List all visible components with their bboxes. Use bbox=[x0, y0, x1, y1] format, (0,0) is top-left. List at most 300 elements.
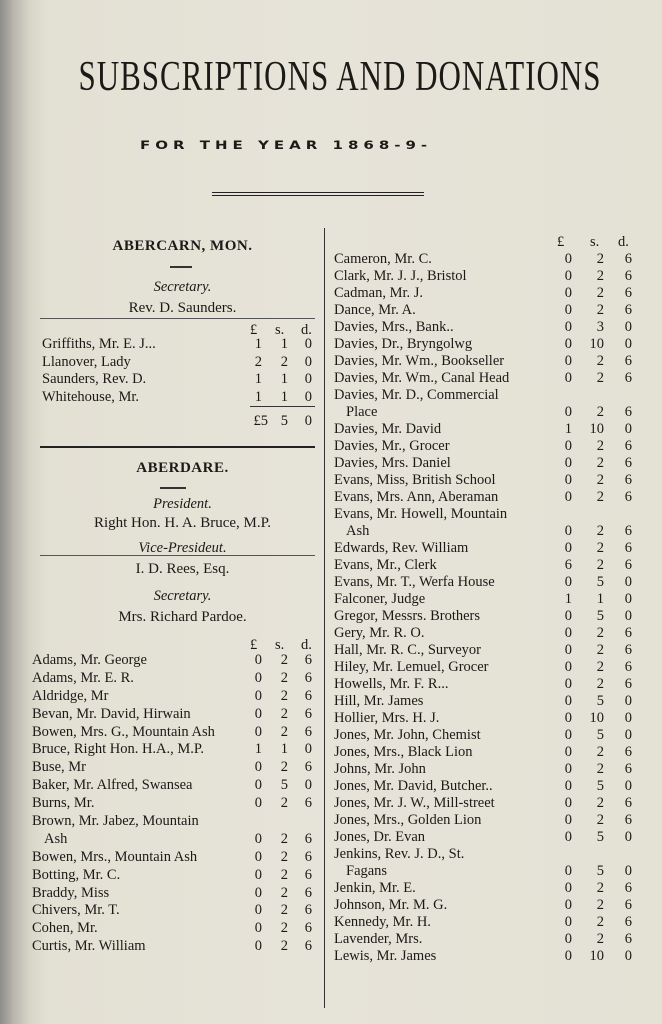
amount-pounds: 0 bbox=[254, 848, 262, 865]
list-item bbox=[42, 354, 317, 372]
amount-pounds: 0 bbox=[564, 608, 572, 624]
amount-pounds: 0 bbox=[564, 404, 572, 420]
list-item bbox=[32, 706, 317, 724]
subscriber-name: Hollier, Mrs. H. J. bbox=[334, 710, 440, 726]
amount-shillings: 2 bbox=[596, 540, 604, 556]
amount-pence: 0 bbox=[624, 727, 632, 743]
list-item bbox=[334, 795, 644, 812]
amount-shillings: 3 bbox=[596, 319, 604, 335]
amount-shillings: 10 bbox=[589, 421, 604, 437]
amount-pence: 6 bbox=[624, 744, 632, 760]
amount-pounds: 1 bbox=[564, 421, 572, 437]
amount-pounds: 0 bbox=[564, 574, 572, 590]
shillings-header: s. bbox=[275, 637, 285, 653]
amount-pounds: 0 bbox=[564, 336, 572, 352]
amount-shillings: 2 bbox=[596, 897, 604, 913]
officer-name: Right Hon. H. A. Bruce, M.P. bbox=[93, 515, 272, 531]
amount-shillings: 2 bbox=[596, 642, 604, 658]
amount-shillings: 2 bbox=[280, 652, 288, 668]
subscriber-name: Curtis, Mr. William bbox=[32, 938, 146, 955]
amount-pounds: 0 bbox=[564, 472, 572, 488]
list-item bbox=[334, 438, 644, 455]
amount-pounds: 0 bbox=[564, 319, 572, 335]
amount-pence: 0 bbox=[624, 693, 632, 709]
amount-pence: 6 bbox=[624, 302, 632, 318]
list-item bbox=[334, 659, 644, 676]
amount-shillings: 2 bbox=[596, 489, 604, 505]
officer-name: Rev. D. Saunders. bbox=[128, 300, 237, 316]
amount-shillings: 2 bbox=[280, 866, 288, 883]
list-item bbox=[42, 371, 317, 389]
amount-pence: 6 bbox=[624, 489, 632, 505]
amount-pence: 6 bbox=[624, 625, 632, 641]
amount-pence: 6 bbox=[624, 353, 632, 369]
subscriber-name: Johns, Mr. John bbox=[334, 761, 426, 777]
amount-pence: 6 bbox=[624, 880, 632, 896]
list-item bbox=[334, 914, 644, 931]
officer-role: Secretary. bbox=[153, 588, 212, 604]
amount-pounds: 0 bbox=[564, 268, 572, 284]
page-title: SUBSCRIPTIONS AND DONATIONS bbox=[78, 52, 602, 100]
amount-pounds: 0 bbox=[254, 938, 262, 955]
subscriber-name-continuation: Place bbox=[346, 404, 378, 420]
amount-pence: 6 bbox=[304, 830, 312, 847]
amount-pence: 6 bbox=[624, 404, 632, 420]
amount-pounds: 0 bbox=[564, 931, 572, 947]
list-item bbox=[334, 693, 644, 710]
list-item bbox=[32, 759, 317, 777]
subscriber-name: Brown, Mr. Jabez, Mountain bbox=[32, 813, 199, 830]
subscriber-name: Davies, Mr. David bbox=[334, 421, 442, 437]
list-item bbox=[334, 557, 644, 574]
total-rule bbox=[250, 406, 315, 407]
subscriber-name: Saunders, Rev. D. bbox=[42, 371, 147, 387]
amount-pounds: 0 bbox=[564, 540, 572, 556]
amount-pounds: 0 bbox=[564, 727, 572, 743]
right-column-subscriber-list bbox=[334, 251, 644, 965]
subscriber-name: Davies, Mrs., Bank.. bbox=[334, 319, 454, 335]
subscriber-name: Davies, Mr., Grocer bbox=[334, 438, 450, 454]
list-item bbox=[32, 920, 317, 938]
amount-shillings: 2 bbox=[596, 625, 604, 641]
amount-pence: 6 bbox=[304, 687, 312, 704]
list-item bbox=[334, 880, 644, 897]
list-item bbox=[334, 319, 644, 336]
subscriber-name: Evans, Miss, British School bbox=[334, 472, 496, 488]
subscriber-name: Jones, Mr. David, Butcher.. bbox=[334, 778, 493, 794]
amount-pence: 6 bbox=[304, 866, 312, 883]
amount-pence: 6 bbox=[624, 455, 632, 471]
amount-shillings: 1 bbox=[280, 336, 288, 352]
amount-shillings: 2 bbox=[596, 914, 604, 930]
subscriber-name: Adams, Mr. E. R. bbox=[32, 669, 134, 686]
total-pounds: £5 bbox=[253, 413, 268, 429]
amount-pounds: 0 bbox=[564, 778, 572, 794]
list-item bbox=[32, 777, 317, 795]
subscriber-name: Evans, Mr., Clerk bbox=[334, 557, 437, 573]
amount-pounds: 0 bbox=[564, 829, 572, 845]
list-item-continuation bbox=[334, 404, 644, 421]
subscriber-name: Cameron, Mr. C. bbox=[334, 251, 432, 267]
list-item bbox=[334, 829, 644, 846]
subscriber-name: Davies, Mr. Wm., Canal Head bbox=[334, 370, 510, 386]
amount-pounds: 1 bbox=[564, 591, 572, 607]
amount-pounds: 1 bbox=[254, 741, 262, 758]
list-item bbox=[334, 506, 644, 523]
amount-shillings: 1 bbox=[596, 591, 604, 607]
subscriber-name: Hall, Mr. R. C., Surveyor bbox=[334, 642, 482, 658]
list-item bbox=[334, 897, 644, 914]
amount-pence: 0 bbox=[304, 777, 312, 794]
amount-pounds: 0 bbox=[564, 455, 572, 471]
amount-pence: 6 bbox=[624, 251, 632, 267]
amount-shillings: 5 bbox=[596, 608, 604, 624]
amount-pounds: 0 bbox=[564, 914, 572, 930]
amount-shillings: 1 bbox=[280, 371, 288, 387]
amount-pounds: 1 bbox=[254, 371, 262, 387]
subscriber-name: Evans, Mr. T., Werfa House bbox=[334, 574, 495, 590]
shillings-header: s. bbox=[275, 322, 285, 338]
amount-shillings: 2 bbox=[280, 723, 288, 740]
amount-pounds: 0 bbox=[254, 830, 262, 847]
subscriber-name: Evans, Mrs. Ann, Aberaman bbox=[334, 489, 499, 505]
list-item bbox=[334, 931, 644, 948]
amount-shillings: 2 bbox=[596, 931, 604, 947]
officer-role: President. bbox=[153, 496, 212, 512]
subscriber-name: Bevan, Mr. David, Hirwain bbox=[32, 705, 191, 722]
amount-pounds: 2 bbox=[254, 353, 262, 370]
amount-pence: 0 bbox=[624, 574, 632, 590]
subscriber-name: Bowen, Mrs., Mountain Ash bbox=[32, 848, 198, 865]
amount-shillings: 2 bbox=[596, 472, 604, 488]
subscriber-name: Davies, Dr., Bryngolwg bbox=[334, 336, 473, 352]
officer-role: Vice-Presideut. bbox=[138, 540, 227, 556]
amount-shillings: 2 bbox=[280, 938, 288, 955]
amount-pence: 0 bbox=[304, 388, 312, 405]
amount-pounds: 0 bbox=[254, 902, 262, 919]
subscriber-name: Falconer, Judge bbox=[334, 591, 426, 607]
amount-shillings: 2 bbox=[280, 687, 288, 704]
amount-shillings: 2 bbox=[596, 676, 604, 692]
amount-shillings: 2 bbox=[596, 880, 604, 896]
list-item bbox=[32, 867, 317, 885]
list-item bbox=[334, 336, 644, 353]
subscriber-name-continuation: Ash bbox=[44, 830, 68, 847]
amount-pence: 0 bbox=[624, 319, 632, 335]
amount-pounds: 0 bbox=[254, 884, 262, 901]
list-item bbox=[334, 710, 644, 727]
amount-shillings: 2 bbox=[280, 705, 288, 722]
amount-shillings: 2 bbox=[280, 669, 288, 686]
list-item bbox=[32, 652, 317, 670]
amount-pounds: 0 bbox=[254, 866, 262, 883]
amount-pounds: 1 bbox=[254, 388, 262, 405]
list-item bbox=[32, 885, 317, 903]
amount-pounds: 0 bbox=[564, 438, 572, 454]
list-item bbox=[334, 455, 644, 472]
amount-shillings: 5 bbox=[596, 863, 604, 879]
amount-pounds: 0 bbox=[254, 723, 262, 740]
subscriber-name: Gregor, Messrs. Brothers bbox=[334, 608, 481, 624]
subscriber-name: Braddy, Miss bbox=[32, 884, 110, 901]
rule bbox=[40, 555, 315, 556]
amount-pence: 6 bbox=[624, 676, 632, 692]
list-item bbox=[334, 285, 644, 302]
subscriber-name: Lewis, Mr. James bbox=[334, 948, 437, 964]
subscriber-name: Clark, Mr. J. J., Bristol bbox=[334, 268, 467, 284]
amount-pounds: 0 bbox=[564, 625, 572, 641]
section-heading-abercarn: ABERCARN, MON. bbox=[112, 238, 253, 254]
amount-pence: 6 bbox=[304, 902, 312, 919]
page-subtitle: FOR THE YEAR 1868-9- bbox=[140, 138, 433, 152]
amount-pence: 6 bbox=[304, 652, 312, 668]
list-item bbox=[334, 574, 644, 591]
amount-shillings: 10 bbox=[589, 336, 604, 352]
amount-pence: 6 bbox=[304, 723, 312, 740]
amount-pounds: 0 bbox=[564, 642, 572, 658]
amount-pence: 6 bbox=[624, 540, 632, 556]
list-item bbox=[334, 591, 644, 608]
amount-shillings: 2 bbox=[280, 920, 288, 937]
amount-shillings: 2 bbox=[596, 812, 604, 828]
amount-pence: 6 bbox=[304, 848, 312, 865]
amount-shillings: 2 bbox=[596, 251, 604, 267]
subscriber-name: Jenkin, Mr. E. bbox=[334, 880, 416, 896]
amount-pence: 6 bbox=[304, 759, 312, 776]
amount-pounds: 0 bbox=[564, 948, 572, 964]
amount-pounds: 0 bbox=[564, 863, 572, 879]
subscriber-name: Bowen, Mrs. G., Mountain Ash bbox=[32, 723, 215, 740]
subscriber-name: Gery, Mr. R. O. bbox=[334, 625, 425, 641]
amount-shillings: 5 bbox=[596, 574, 604, 590]
list-item bbox=[32, 938, 317, 956]
amount-pence: 0 bbox=[624, 608, 632, 624]
list-item-continuation bbox=[334, 523, 644, 540]
amount-pounds: 0 bbox=[564, 761, 572, 777]
amount-shillings: 2 bbox=[596, 285, 604, 301]
subscriber-name-continuation: Fagans bbox=[346, 863, 388, 879]
list-item bbox=[334, 251, 644, 268]
list-item bbox=[334, 642, 644, 659]
amount-pounds: 0 bbox=[564, 659, 572, 675]
subscriber-name: Hill, Mr. James bbox=[334, 693, 424, 709]
amount-shillings: 2 bbox=[596, 404, 604, 420]
subscriber-name: Hiley, Mr. Lemuel, Grocer bbox=[334, 659, 489, 675]
subscriber-name: Burns, Mr. bbox=[32, 795, 95, 812]
subscriber-name: Jones, Dr. Evan bbox=[334, 829, 426, 845]
subscriber-name: Adams, Mr. George bbox=[32, 652, 147, 668]
amount-pence: 0 bbox=[624, 948, 632, 964]
amount-pounds: 0 bbox=[564, 285, 572, 301]
amount-pounds: 0 bbox=[564, 523, 572, 539]
amount-shillings: 2 bbox=[280, 848, 288, 865]
subscriber-name: Dance, Mr. A. bbox=[334, 302, 416, 318]
amount-pence: 6 bbox=[624, 795, 632, 811]
amount-pounds: 0 bbox=[564, 489, 572, 505]
list-item bbox=[334, 353, 644, 370]
amount-pounds: 0 bbox=[564, 302, 572, 318]
list-item bbox=[334, 948, 644, 965]
amount-pounds: 0 bbox=[254, 759, 262, 776]
amount-shillings: 2 bbox=[596, 523, 604, 539]
amount-pence: 6 bbox=[304, 705, 312, 722]
list-item bbox=[334, 387, 644, 404]
list-item bbox=[334, 540, 644, 557]
subscriber-name: Lavender, Mrs. bbox=[334, 931, 423, 947]
amount-shillings: 1 bbox=[280, 388, 288, 405]
amount-pounds: 0 bbox=[254, 920, 262, 937]
list-item bbox=[334, 761, 644, 778]
amount-shillings: 2 bbox=[596, 438, 604, 454]
amount-shillings: 2 bbox=[596, 302, 604, 318]
amount-shillings: 5 bbox=[596, 778, 604, 794]
short-rule bbox=[160, 487, 186, 489]
amount-pence: 6 bbox=[624, 914, 632, 930]
subscriber-name: Botting, Mr. C. bbox=[32, 866, 121, 883]
amount-shillings: 2 bbox=[596, 761, 604, 777]
subscriber-name: Howells, Mr. F. R... bbox=[334, 676, 449, 692]
shillings-header: s. bbox=[590, 234, 600, 250]
amount-shillings: 10 bbox=[589, 948, 604, 964]
subscriber-name: Bruce, Right Hon. H.A., M.P. bbox=[32, 741, 204, 758]
amount-pence: 6 bbox=[624, 285, 632, 301]
amount-shillings: 2 bbox=[280, 353, 288, 370]
amount-pounds: 0 bbox=[254, 652, 262, 668]
list-item bbox=[32, 813, 317, 831]
amount-pounds: 0 bbox=[564, 897, 572, 913]
amount-pence: 6 bbox=[304, 920, 312, 937]
subscriber-name: Kennedy, Mr. H. bbox=[334, 914, 431, 930]
amount-pounds: 0 bbox=[254, 705, 262, 722]
amount-pence: 6 bbox=[624, 268, 632, 284]
subscriber-name: Jenkins, Rev. J. D., St. bbox=[334, 846, 465, 862]
amount-pence: 0 bbox=[624, 829, 632, 845]
amount-shillings: 1 bbox=[280, 741, 288, 758]
amount-pence: 0 bbox=[304, 371, 312, 387]
amount-shillings: 2 bbox=[596, 659, 604, 675]
list-item bbox=[32, 670, 317, 688]
amount-pence: 0 bbox=[304, 336, 312, 352]
amount-pence: 6 bbox=[624, 812, 632, 828]
amount-pounds: 0 bbox=[564, 693, 572, 709]
subscriber-name: Llanover, Lady bbox=[42, 353, 131, 370]
pounds-header: £ bbox=[250, 637, 258, 653]
amount-pence: 6 bbox=[304, 938, 312, 955]
pence-header: d. bbox=[301, 637, 312, 653]
subscriber-name: Cadman, Mr. J. bbox=[334, 285, 424, 301]
amount-pence: 0 bbox=[304, 741, 312, 758]
list-item bbox=[334, 268, 644, 285]
amount-pounds: 0 bbox=[564, 676, 572, 692]
amount-shillings: 2 bbox=[280, 884, 288, 901]
officer-name: Mrs. Richard Pardoe. bbox=[118, 609, 247, 625]
pounds-header: £ bbox=[557, 234, 565, 250]
amount-shillings: 2 bbox=[596, 557, 604, 573]
amount-pence: 6 bbox=[624, 897, 632, 913]
list-item bbox=[32, 724, 317, 742]
subscriber-name: Davies, Mr. Wm., Bookseller bbox=[334, 353, 505, 369]
amount-pounds: 0 bbox=[564, 795, 572, 811]
amount-pence: 6 bbox=[624, 557, 632, 573]
subscriber-name: Jones, Mr. J. W., Mill-street bbox=[334, 795, 495, 811]
total-row bbox=[42, 413, 317, 430]
subscriber-name: Jones, Mrs., Golden Lion bbox=[334, 812, 482, 828]
total-shillings: 5 bbox=[280, 413, 288, 429]
amount-pence: 6 bbox=[304, 669, 312, 686]
list-item-continuation bbox=[32, 831, 317, 849]
amount-pounds: 6 bbox=[564, 557, 572, 573]
subscriber-name: Aldridge, Mr bbox=[32, 687, 109, 704]
list-item bbox=[42, 389, 317, 407]
amount-pounds: 0 bbox=[254, 795, 262, 812]
list-item bbox=[32, 902, 317, 920]
amount-pence: 6 bbox=[304, 795, 312, 812]
amount-shillings: 5 bbox=[596, 727, 604, 743]
list-item bbox=[334, 778, 644, 795]
list-item bbox=[334, 302, 644, 319]
amount-shillings: 5 bbox=[280, 777, 288, 794]
amount-shillings: 2 bbox=[596, 795, 604, 811]
amount-pence: 6 bbox=[304, 884, 312, 901]
amount-pounds: 0 bbox=[564, 710, 572, 726]
list-item bbox=[334, 489, 644, 506]
amount-pence: 6 bbox=[624, 523, 632, 539]
subscriber-name-continuation: Ash bbox=[346, 523, 370, 539]
amount-pence: 6 bbox=[624, 438, 632, 454]
amount-pence: 6 bbox=[624, 659, 632, 675]
amount-shillings: 2 bbox=[596, 268, 604, 284]
amount-pounds: 0 bbox=[564, 812, 572, 828]
subscriber-name: Jones, Mr. John, Chemist bbox=[334, 727, 481, 743]
subscriber-name: Edwards, Rev. William bbox=[334, 540, 469, 556]
amount-pounds: 0 bbox=[564, 353, 572, 369]
amount-pence: 6 bbox=[624, 761, 632, 777]
amount-pence: 0 bbox=[624, 591, 632, 607]
amount-pence: 6 bbox=[624, 931, 632, 947]
list-item bbox=[334, 472, 644, 489]
pence-header: d. bbox=[618, 234, 629, 250]
amount-pence: 0 bbox=[624, 710, 632, 726]
officer-role: Secretary. bbox=[153, 279, 212, 295]
subscriber-name: Davies, Mr. D., Commercial bbox=[334, 387, 499, 403]
amount-shillings: 2 bbox=[596, 455, 604, 471]
amount-pence: 0 bbox=[624, 778, 632, 794]
list-item bbox=[334, 676, 644, 693]
amount-shillings: 2 bbox=[280, 902, 288, 919]
amount-pence: 6 bbox=[624, 642, 632, 658]
amount-shillings: 2 bbox=[280, 795, 288, 812]
officer-name: I. D. Rees, Esq. bbox=[135, 561, 230, 577]
short-rule bbox=[170, 266, 192, 268]
amount-pounds: 0 bbox=[254, 669, 262, 686]
amount-pence: 6 bbox=[624, 472, 632, 488]
list-item bbox=[334, 727, 644, 744]
list-item-continuation bbox=[334, 863, 644, 880]
amount-pounds: 0 bbox=[564, 251, 572, 267]
subscriber-name: Evans, Mr. Howell, Mountain bbox=[334, 506, 508, 522]
list-item bbox=[334, 812, 644, 829]
subscriber-name: Baker, Mr. Alfred, Swansea bbox=[32, 777, 193, 794]
list-item bbox=[334, 608, 644, 625]
subscriber-name: Griffiths, Mr. E. J... bbox=[42, 336, 156, 352]
pence-header: d. bbox=[301, 322, 312, 338]
amount-pounds: 0 bbox=[564, 880, 572, 896]
amount-pence: 0 bbox=[304, 353, 312, 370]
amount-pence: 0 bbox=[624, 336, 632, 352]
subscriber-name: Jones, Mrs., Black Lion bbox=[334, 744, 473, 760]
amount-pounds: 0 bbox=[564, 744, 572, 760]
amount-pounds: 1 bbox=[254, 336, 262, 352]
